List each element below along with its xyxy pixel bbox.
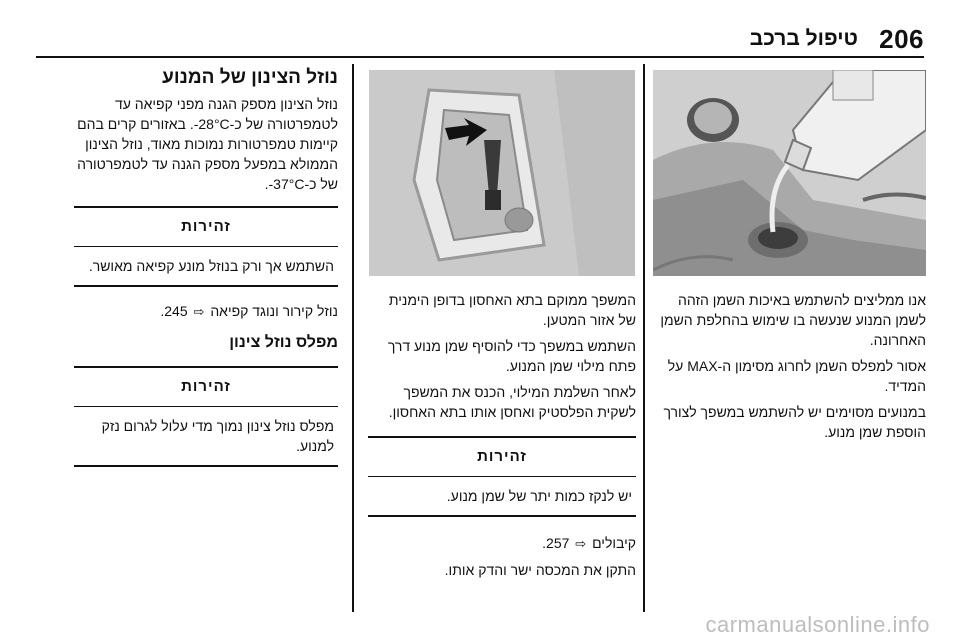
page-header bbox=[0, 0, 960, 64]
left-column bbox=[74, 66, 338, 467]
column-divider-right bbox=[643, 64, 645, 612]
paragraph-funnel-location: המשפך ממוקם בתא האחסון בדופן הימנית של אזור המטען. bbox=[388, 292, 636, 328]
paragraph-coolant-protection: נוזל הצינון מספק הגנה מפני קפיאה עד לטמפרטורה של כ-28°C-. באזורים קרים בהם קיימות טמפרטורות נמוכות מאוד, נוזל הצינון הממולא במפעל מספק הגנה עד לטמפרטורה של כ-37°C-. bbox=[77, 96, 338, 192]
paragraph-funnel-filling: השתמש במשפך כדי להוסיף שמן מנוע דרך פתח מילוי שמן המנוע. bbox=[387, 338, 636, 374]
coolant-heading: נוזל הצינון של המנוע bbox=[162, 67, 338, 88]
reference-page: 245. bbox=[160, 303, 188, 319]
watermark: carmanualsonline.info bbox=[705, 612, 930, 637]
caution-title: זהירות bbox=[74, 368, 338, 407]
running-title: טיפול ברכב bbox=[749, 27, 858, 50]
caution-body: יש לנקז כמות יתר של שמן מנוע. bbox=[446, 488, 632, 504]
engine-oil-illustration bbox=[653, 70, 926, 276]
ref-arrow-icon: ⇨ bbox=[575, 536, 587, 551]
ref-arrow-icon: ⇨ bbox=[193, 304, 205, 319]
coolant-reference[interactable] bbox=[74, 301, 338, 322]
caution-note-excess-oil bbox=[368, 436, 636, 517]
paragraph-install-cap: התקן את המכסה ישר והדק אותו. bbox=[444, 562, 636, 578]
funnel-compartment-drawing bbox=[369, 70, 635, 276]
reference-text: נוזל קירור ונוגד קפיאה bbox=[210, 303, 338, 319]
caution-note-low-coolant bbox=[74, 366, 338, 467]
caution-body: מפלס נוזל צינון נמוך מדי עלול לגרום נזק למנוע. bbox=[101, 418, 334, 454]
funnel-compartment-illustration bbox=[369, 70, 635, 276]
paragraph-max-mark: אסור למפלס השמן לחרוג מסימון ה-MAX על המדיד. bbox=[667, 358, 926, 394]
capacities-reference[interactable] bbox=[368, 533, 636, 554]
page-number: 206 bbox=[879, 24, 924, 54]
reference-page: 257. bbox=[542, 535, 570, 551]
caution-title: זהירות bbox=[368, 438, 636, 477]
caution-body: השתמש אך ורק בנוזל מונע קפיאה מאושר. bbox=[88, 258, 334, 274]
reference-text: קיבולים bbox=[592, 535, 636, 551]
coolant-level-subheading: מפלס נוזל צינון bbox=[229, 334, 338, 351]
engine-oil-drawing bbox=[653, 70, 926, 276]
middle-column bbox=[368, 290, 636, 580]
caution-note-approved-antifreeze bbox=[74, 206, 338, 287]
paragraph-funnel-storage: לאחר השלמת המילוי, הכנס את המשפך לשקית הפלסטיק ואחסן אותו בתא האחסון. bbox=[388, 384, 636, 420]
right-column bbox=[646, 290, 926, 442]
paragraph-oil-quality: אנו ממליצים להשתמש באיכות השמן הזהה לשמן המנוע שנעשה בו שימוש בהחלפת השמן האחרונה. bbox=[660, 292, 926, 348]
paragraph-funnel-use: במנועים מסוימים יש להשתמש במשפך לצורך הוספת שמן מנוע. bbox=[663, 404, 926, 440]
column-divider-left bbox=[352, 64, 354, 612]
header-rule bbox=[36, 56, 924, 58]
caution-title: זהירות bbox=[74, 208, 338, 247]
